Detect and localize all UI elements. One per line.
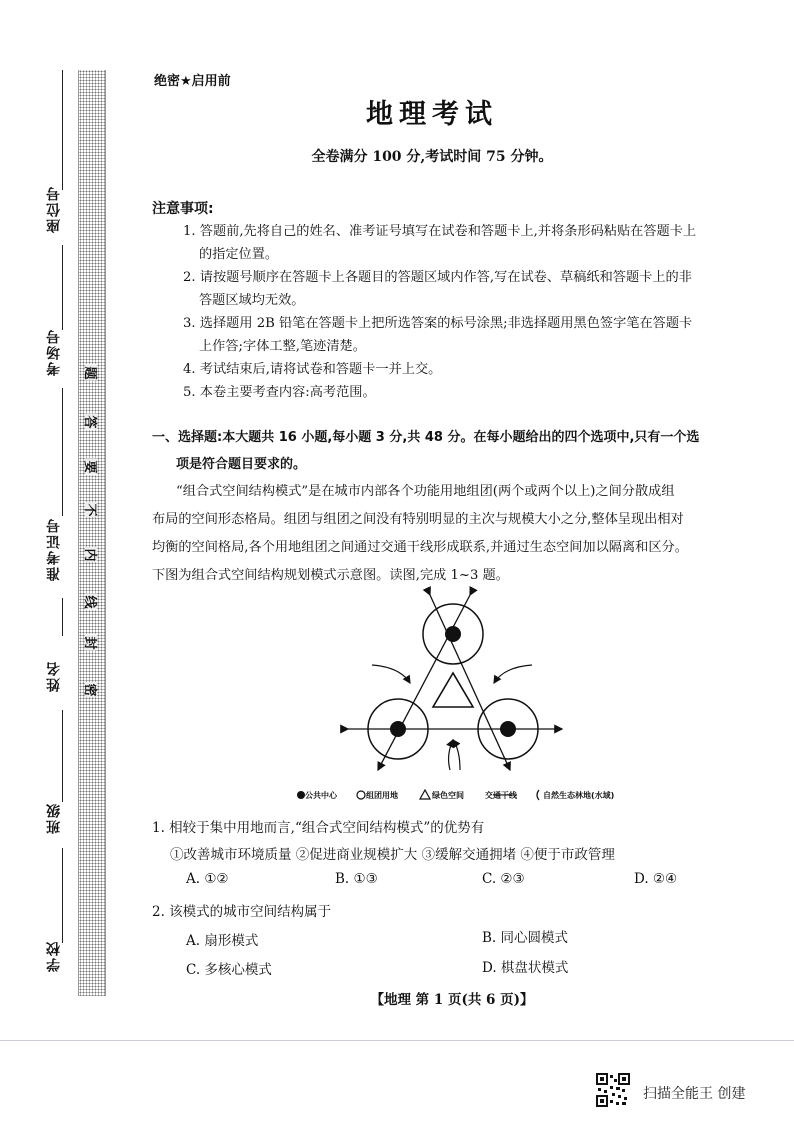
exam-room-label: 考场号	[46, 328, 62, 376]
exam-id-label: 准考证号	[46, 517, 62, 581]
question-1-items: ①改善城市环境质量 ②促进商业规模扩大 ③缓解交通拥堵 ④便于市政管理	[170, 847, 615, 863]
notice-line: 4. 考试结束后,请将试卷和答题卡一并上交。	[183, 362, 442, 377]
seat-number-label: 座位号	[46, 185, 62, 233]
notice-line: 3. 选择题用 2B 铅笔在答题卡上把所选答案的标号涂黑;非选择题用黑色签字笔在答题卡	[183, 316, 693, 331]
page-separator	[0, 1040, 794, 1041]
question-1-stem: 1. 相较于集中用地而言,“组合式空间结构模式”的优势有	[152, 820, 485, 836]
question-2-stem: 2. 该模式的城市空间结构属于	[152, 904, 332, 920]
passage-line: 均衡的空间格局,各个用地组团之间通过交通干线形成联系,并通过生态空间加以隔离和区分。	[152, 540, 688, 555]
binding-line	[62, 245, 63, 330]
legend-public-center: 公共中心	[305, 791, 337, 800]
q2-option-c[interactable]: C. 多核心模式	[186, 962, 272, 978]
notice-line: 答题区域均无效。	[199, 293, 305, 308]
q2-option-d[interactable]: D. 棋盘状模式	[482, 960, 569, 976]
seal-word: 密	[84, 680, 98, 696]
notice-heading: 注意事项:	[152, 201, 214, 217]
exam-info: 全卷满分 100 分,考试时间 75 分钟。	[311, 149, 553, 165]
seal-word: 题	[84, 363, 98, 379]
notice-line: 的指定位置。	[199, 247, 279, 262]
binding-line	[62, 388, 63, 516]
seal-strip	[78, 70, 106, 996]
seal-word: 不	[84, 500, 98, 516]
confidential-mark: 绝密★启用前	[154, 74, 231, 89]
legend-forest: 自然生态林地(水域)	[543, 791, 615, 800]
seal-word: 要	[84, 457, 98, 473]
legend-traffic: 交通干线	[485, 791, 517, 800]
seal-word: 内	[84, 545, 98, 561]
notice-line: 1. 答题前,先将自己的姓名、准考证号填写在试卷和答题卡上,并将条形码粘贴在答题卡上	[183, 224, 697, 239]
page-title: 地理考试	[366, 99, 498, 130]
name-label: 姓名	[46, 660, 62, 692]
qr-code-icon	[596, 1073, 630, 1107]
notice-line: 2. 请按题号顺序在答题卡上各题目的答题区域内作答,写在试卷、草稿纸和答题卡上的非	[183, 270, 692, 285]
q1-option-d[interactable]: D. ②④	[634, 871, 678, 887]
seal-word: 答	[84, 412, 98, 428]
notice-line: 5. 本卷主要考查内容:高考范围。	[183, 385, 376, 400]
q2-option-b[interactable]: B. 同心圆模式	[482, 930, 569, 946]
legend-group-land: 组团用地	[366, 791, 398, 800]
seal-word: 线	[84, 592, 98, 608]
q1-option-c[interactable]: C. ②③	[482, 871, 525, 887]
ecological-flow-arrows	[372, 665, 532, 770]
page-footer: 【地理 第 1 页(共 6 页)】	[370, 992, 534, 1008]
class-label: 班级	[46, 802, 62, 834]
school-label: 学校	[46, 940, 62, 972]
passage-line: 布局的空间形态格局。组团与组团之间没有特别明显的主次与规模大小之分,整体呈现出相对	[152, 512, 684, 527]
legend-green-space: 绿色空间	[432, 791, 464, 800]
scanner-watermark: 扫描全能王 创建	[643, 1086, 746, 1102]
binding-line	[62, 598, 63, 636]
spatial-structure-diagram	[290, 585, 590, 785]
passage-line: “组合式空间结构模式”是在城市内部各个功能用地组团(两个或两个以上)之间分散成组	[176, 484, 675, 499]
binding-line	[62, 710, 63, 802]
binding-line	[62, 848, 63, 943]
green-space-triangle	[433, 673, 473, 707]
passage-line: 下图为组合式空间结构规划模式示意图。读图,完成 1~3 题。	[152, 568, 509, 583]
notice-line: 上作答;字体工整,笔迹清楚。	[199, 339, 366, 354]
q2-option-a[interactable]: A. 扇形模式	[186, 933, 259, 949]
section-heading: 一、选择题:本大题共 16 小题,每小题 3 分,共 48 分。在每小题给出的四个选项中,只有一个选	[152, 430, 700, 445]
q1-option-b[interactable]: B. ①③	[335, 871, 378, 887]
q1-option-a[interactable]: A. ①②	[186, 871, 229, 887]
seal-word: 封	[84, 633, 98, 649]
section-heading: 项是符合题目要求的。	[176, 457, 307, 472]
